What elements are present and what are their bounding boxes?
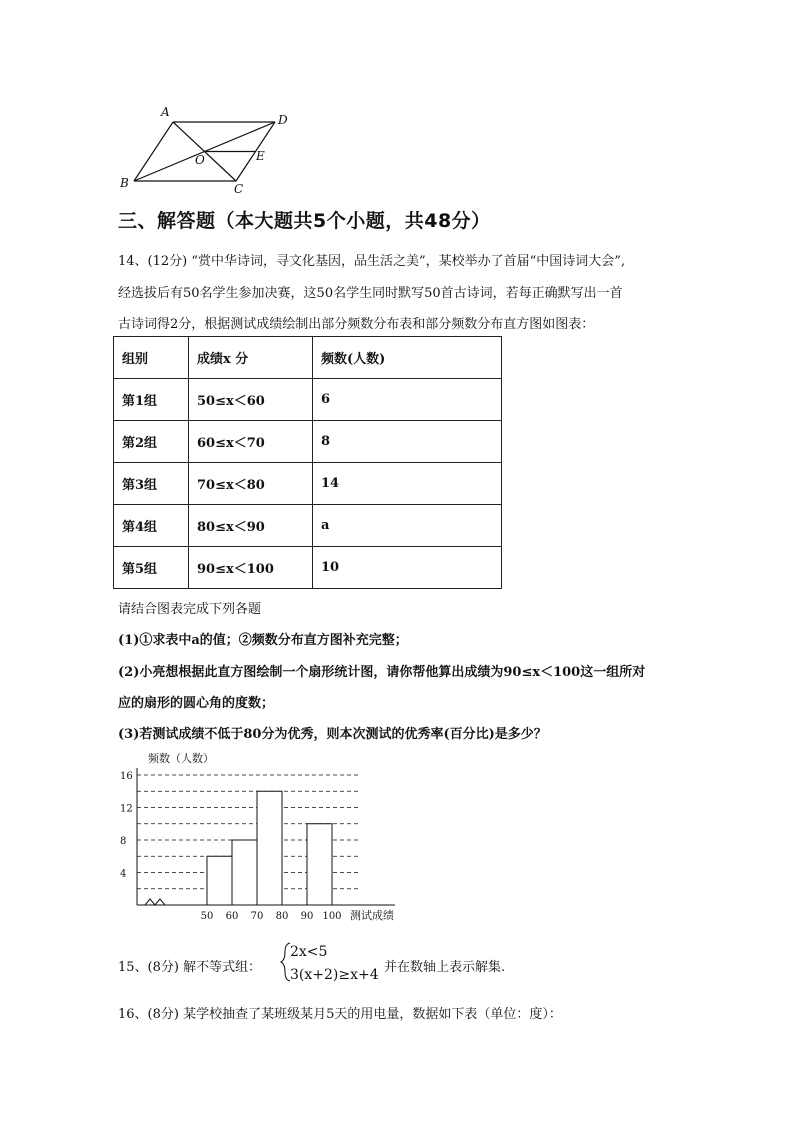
table-cell: 第3组 bbox=[114, 463, 189, 505]
y-tick-label: 12 bbox=[120, 803, 133, 815]
header-cell: 频数(人数) bbox=[313, 337, 502, 379]
x-tick-label: 70 bbox=[250, 911, 264, 922]
x-tick-label: 50 bbox=[200, 911, 214, 922]
x-tick-label: 90 bbox=[300, 911, 314, 922]
frequency-histogram bbox=[110, 748, 410, 926]
q14-sub-1: (1)①求表中a的值；②频数分布直方图补充完整； bbox=[118, 633, 408, 648]
table-cell: 10 bbox=[313, 547, 502, 589]
table-cell: 90≤x＜100 bbox=[189, 547, 313, 589]
y-axis-label: 频数（人数） bbox=[148, 752, 214, 765]
table-row bbox=[114, 463, 502, 505]
label-d: D bbox=[278, 113, 288, 127]
x-tick-label: 100 bbox=[322, 911, 342, 922]
table-cell: a bbox=[313, 505, 502, 547]
table-cell: 第5组 bbox=[114, 547, 189, 589]
label-a: A bbox=[161, 105, 170, 119]
table-cell: 6 bbox=[313, 379, 502, 421]
bar-60-70 bbox=[232, 840, 257, 905]
x-tick-label: 60 bbox=[225, 911, 239, 922]
frequency-table bbox=[113, 336, 502, 589]
header-cell: 成绩x 分 bbox=[189, 337, 313, 379]
y-tick-label: 8 bbox=[120, 836, 127, 847]
table-cell: 第4组 bbox=[114, 505, 189, 547]
y-tick-label: 16 bbox=[120, 771, 133, 782]
header-cell: 组别 bbox=[114, 337, 189, 379]
table-cell: 80≤x＜90 bbox=[189, 505, 313, 547]
q15-prefix: 15、(8分) 解不等式组： bbox=[118, 960, 262, 975]
segment-ab bbox=[134, 122, 173, 181]
q16-line: 16、(8分) 某学校抽查了某班级某月5天的用电量，数据如下表（单位：度）： bbox=[118, 1007, 562, 1022]
table-row bbox=[114, 505, 502, 547]
x-axis-label: 测试成绩 bbox=[350, 909, 394, 922]
x-tick-label: 80 bbox=[275, 911, 289, 922]
q14-line-1: 14、(12分) “赏中华诗词，寻文化基因，品生活之美”，某校举办了首届“中国诗词大会”, bbox=[118, 254, 626, 269]
y-tick-label: 4 bbox=[120, 868, 127, 880]
label-b: B bbox=[120, 176, 129, 190]
table-cell: 第2组 bbox=[114, 421, 189, 463]
table-row bbox=[114, 421, 502, 463]
table-cell: 14 bbox=[313, 463, 502, 505]
label-o: O bbox=[195, 153, 205, 167]
inequality-system bbox=[280, 940, 380, 984]
label-c: C bbox=[234, 182, 244, 196]
axis-break-mark bbox=[145, 899, 165, 905]
label-e: E bbox=[256, 149, 265, 163]
bar-50-60 bbox=[207, 856, 232, 905]
section-title: 三、解答题（本大题共5个小题，共48分） bbox=[118, 210, 491, 232]
q14-prompt: 请结合图表完成下列各题 bbox=[118, 602, 262, 617]
q14-sub-2a: (2)小亮想根据此直方图绘制一个扇形统计图，请你帮他算出成绩为90≤x＜100这一组所对 bbox=[118, 665, 646, 680]
table-row bbox=[114, 379, 502, 421]
q15-suffix: 并在数轴上表示解集. bbox=[384, 960, 506, 975]
q14-sub-3: (3)若测试成绩不低于80分为优秀，则本次测试的优秀率(百分比)是多少？ bbox=[118, 727, 547, 742]
table-header-row bbox=[114, 337, 502, 379]
table-cell: 60≤x＜70 bbox=[189, 421, 313, 463]
table-cell: 50≤x＜60 bbox=[189, 379, 313, 421]
table-cell: 70≤x＜80 bbox=[189, 463, 313, 505]
bar-70-80 bbox=[257, 791, 282, 905]
q14-sub-2b: 应的扇形的圆心角的度数； bbox=[118, 696, 275, 711]
inequality-2: 3(x+2)≥x+4 bbox=[290, 967, 379, 983]
table-cell: 第1组 bbox=[114, 379, 189, 421]
bar-90-100 bbox=[307, 824, 332, 905]
q14-line-3: 古诗词得2分，根据测试成绩绘制出部分频数分布表和部分频数分布直方图如图表： bbox=[118, 317, 595, 332]
table-row bbox=[114, 547, 502, 589]
inequality-1: 2x<5 bbox=[290, 944, 328, 960]
left-brace bbox=[281, 943, 290, 981]
q14-line-2: 经选拔后有50名学生参加决赛，这50名学生同时默写50首古诗词，若每正确默写出一首 bbox=[118, 286, 623, 301]
parallelogram-figure bbox=[110, 100, 310, 196]
table-cell: 8 bbox=[313, 421, 502, 463]
